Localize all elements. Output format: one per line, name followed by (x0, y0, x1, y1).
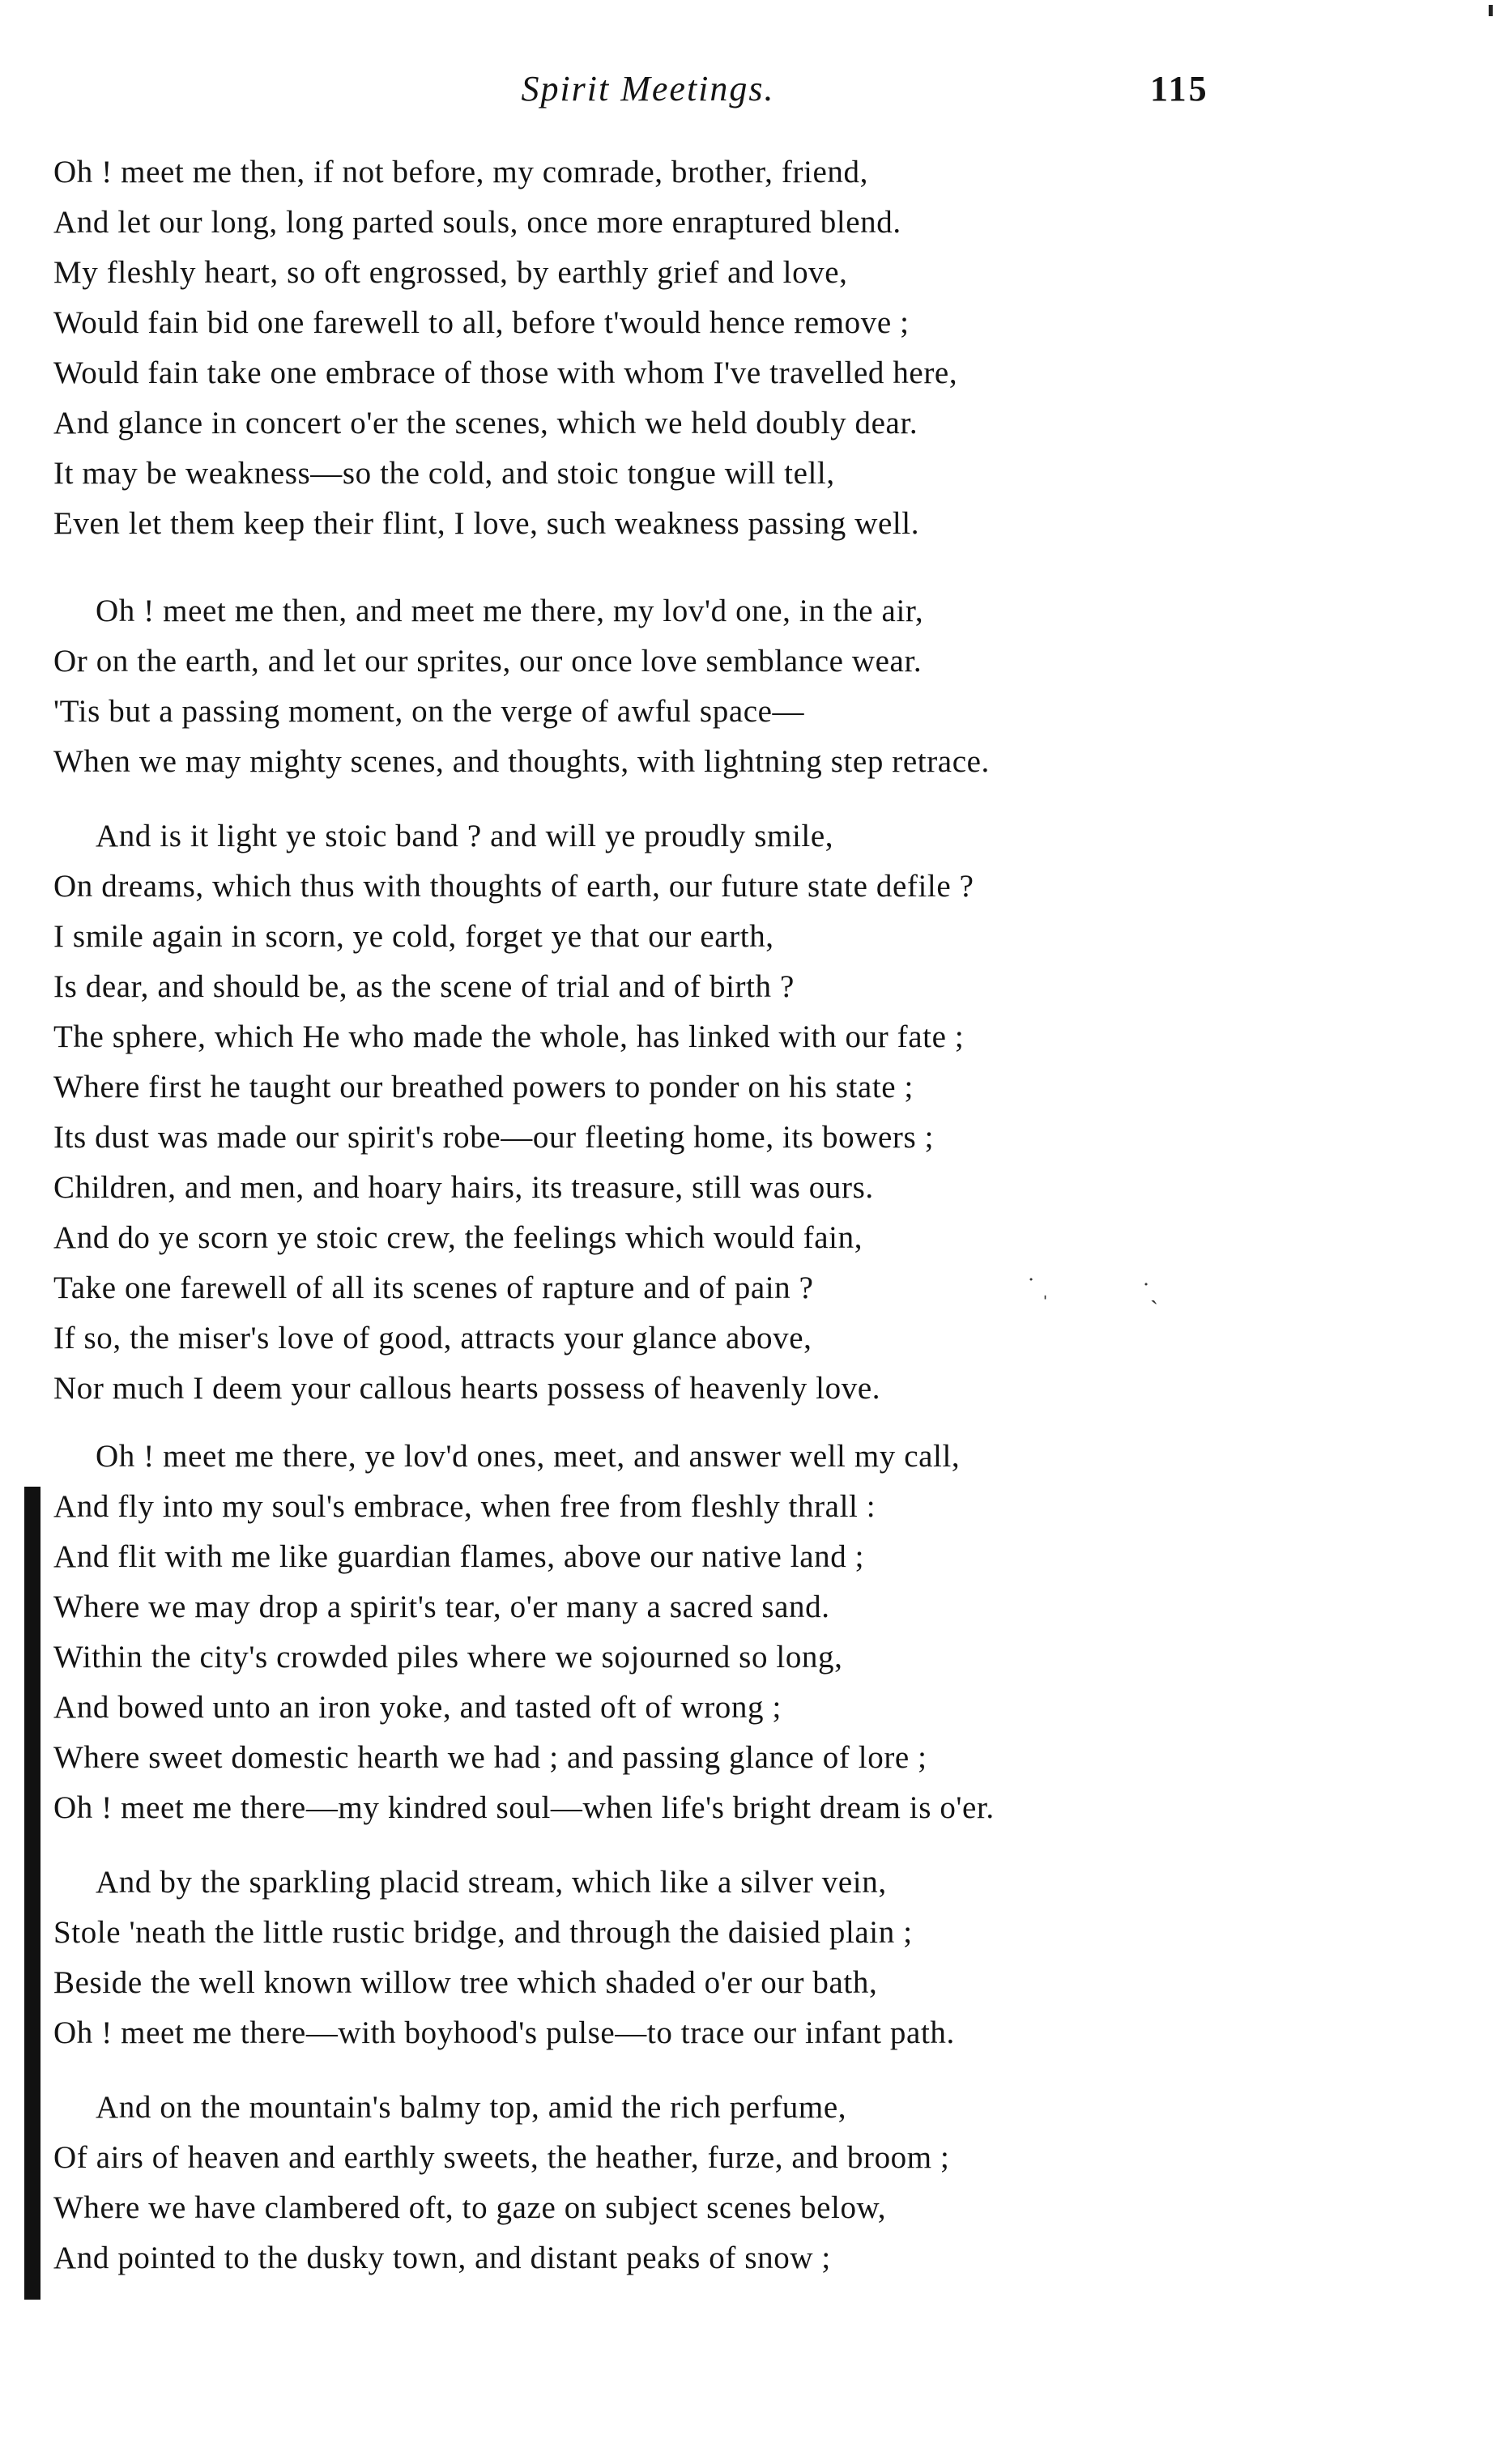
running-title: Spirit Meetings. (521, 69, 775, 109)
verse-line: And fly into my soul's embrace, when free from fleshly thrall : (53, 1489, 876, 1524)
verse-line: My fleshly heart, so oft engrossed, by earthly grief and love, (53, 255, 848, 290)
stanza-2 (53, 586, 1430, 787)
verse-line: Within the city's crowded piles where we sojourned so long, (53, 1640, 843, 1675)
verse-line: Where sweet domestic hearth we had ; and passing glance of lore ; (53, 1740, 927, 1775)
stanza-5 (53, 1858, 1430, 2058)
verse-line: Or on the earth, and let our sprites, our once love semblance wear. (53, 644, 923, 679)
stanza-4 (53, 1432, 1430, 1833)
verse-line: Take one farewell of all its scenes of rapture and of pain ? (53, 1270, 814, 1305)
verse-line: Is dear, and should be, as the scene of trial and of birth ? (53, 969, 795, 1004)
ink-speck: ˙ ˌ (1027, 1273, 1050, 1300)
verse-line: And on the mountain's balmy top, amid the rich perfume, (96, 2090, 847, 2125)
verse-line: Children, and men, and hoary hairs, its treasure, still was ours. (53, 1170, 874, 1205)
verse-line: Beside the well known willow tree which shaded o'er our bath, (53, 1965, 878, 2000)
stanza-1 (53, 147, 1430, 549)
verse-line: The sphere, which He who made the whole, has linked with our fate ; (53, 1019, 965, 1054)
ink-speck: ˙ˏ (1142, 1278, 1158, 1304)
stanza-3 (53, 811, 1430, 1414)
verse-line: On dreams, which thus with thoughts of earth, our future state defile ? (53, 869, 974, 904)
verse-line: It may be weakness—so the cold, and stoic tongue will tell, (53, 456, 835, 491)
corner-ink-mark (1489, 5, 1493, 16)
verse-line: Where we may drop a spirit's tear, o'er many a sacred sand. (53, 1589, 830, 1624)
verse-line: And is it light ye stoic band ? and will ye proudly smile, (96, 819, 834, 853)
verse-line: Oh ! meet me there—with boyhood's pulse—to trace our infant path. (53, 2015, 955, 2050)
verse-line: And let our long, long parted souls, once more enraptured blend. (53, 205, 901, 240)
running-head (0, 68, 1500, 117)
verse-line: Would fain take one embrace of those with whom I've travelled here, (53, 355, 958, 390)
verse-line: And glance in concert o'er the scenes, which we held doubly dear. (53, 406, 918, 440)
verse-line: And by the sparkling placid stream, which like a silver vein, (96, 1865, 887, 1900)
verse-line: Oh ! meet me then, and meet me there, my lov'd one, in the air, (96, 594, 924, 628)
verse-line: And flit with me like guardian flames, above our native land ; (53, 1539, 865, 1574)
verse-line: When we may mighty scenes, and thoughts, with lightning step retrace. (53, 744, 990, 779)
verse-line: Its dust was made our spirit's robe—our fleeting home, its bowers ; (53, 1120, 935, 1155)
verse-line: Oh ! meet me there, ye lov'd ones, meet, and answer well my call, (96, 1439, 961, 1474)
verse-line: Of airs of heaven and earthly sweets, the heather, furze, and broom ; (53, 2140, 950, 2175)
verse-line: Would fain bid one farewell to all, before t'would hence remove ; (53, 305, 910, 340)
page-number: 115 (1150, 69, 1209, 109)
margin-marker-bar (24, 1487, 40, 2300)
verse-line: If so, the miser's love of good, attracts your glance above, (53, 1321, 812, 1355)
verse-line: 'Tis but a passing moment, on the verge of awful space— (53, 694, 805, 729)
verse-line: Oh ! meet me there—my kindred soul—when life's bright dream is o'er. (53, 1790, 995, 1825)
verse-line: Where first he taught our breathed powers to ponder on his state ; (53, 1070, 914, 1104)
verse-line: And do ye scorn ye stoic crew, the feelings which would fain, (53, 1220, 863, 1255)
verse-line: Stole 'neath the little rustic bridge, and through the daisied plain ; (53, 1915, 913, 1950)
verse-line: And bowed unto an iron yoke, and tasted oft of wrong ; (53, 1690, 782, 1725)
verse-line: I smile again in scorn, ye cold, forget ye that our earth, (53, 919, 774, 954)
verse-line: Oh ! meet me then, if not before, my comrade, brother, friend, (53, 155, 868, 189)
verse-line: Where we have clambered oft, to gaze on subject scenes below, (53, 2190, 887, 2225)
stanza-6 (53, 2083, 1430, 2283)
verse-line: Nor much I deem your callous hearts possess of heavenly love. (53, 1371, 881, 1406)
verse-line: And pointed to the dusky town, and distant peaks of snow ; (53, 2241, 831, 2275)
verse-line: Even let them keep their flint, I love, such weakness passing well. (53, 506, 920, 541)
